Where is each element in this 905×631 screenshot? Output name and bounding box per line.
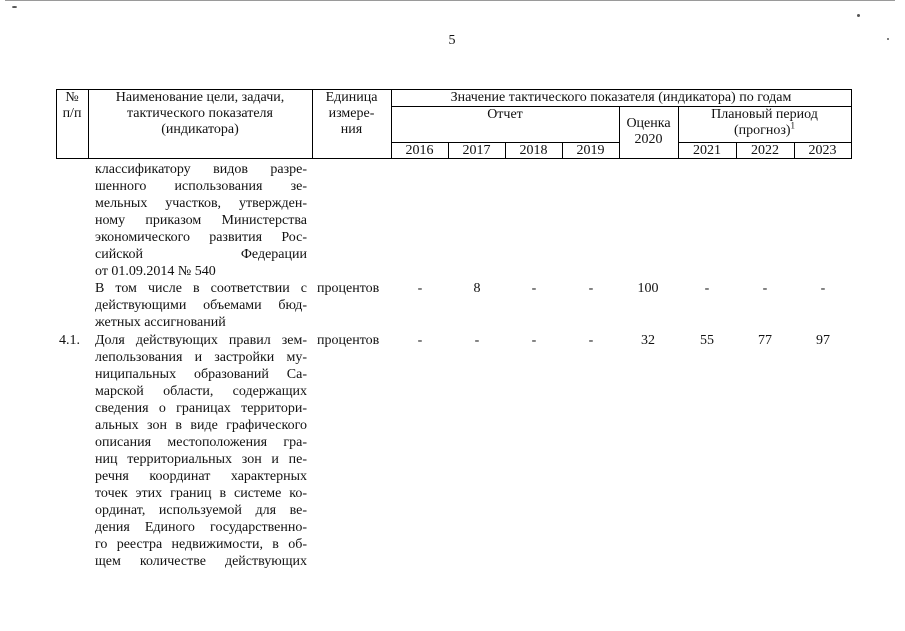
header-estimate-line: Оценка: [626, 116, 671, 131]
row-2-value-2021: -: [704, 281, 710, 296]
header-unit-line: Единица: [325, 90, 378, 105]
text-line: действующими объемами бюд-: [95, 298, 307, 313]
scan-edge-line: [5, 0, 895, 1]
row-3-value-2020: 32: [641, 333, 655, 348]
row-3-number: 4.1.: [59, 333, 80, 348]
header-name-line: Наименование цели, задачи,: [115, 90, 285, 105]
header-name-line: тактического показателя: [127, 106, 273, 121]
header-estimate: [619, 116, 678, 148]
row-2-value-2023: -: [820, 281, 826, 296]
row-3-value-2017: -: [474, 333, 480, 348]
row-3-value-2019: -: [588, 333, 594, 348]
text-line: описания местоположения гра-: [95, 435, 307, 450]
rule: [851, 89, 852, 159]
row-3-unit: процентов: [317, 333, 380, 348]
row-2-value-2020: 100: [637, 281, 659, 296]
header-plan-line: [678, 120, 851, 139]
header-report: Отчет: [487, 107, 523, 122]
header-year-2016: 2016: [405, 143, 434, 158]
footnote-marker: 1: [790, 120, 796, 131]
header-name: [88, 90, 312, 138]
page-number: 5: [448, 33, 456, 48]
header-unit-line: измере-: [328, 106, 375, 121]
header-year-2018: 2018: [519, 143, 548, 158]
text-line: лепользования и застройки му-: [95, 350, 307, 365]
text-line: ному приказом Министерства: [95, 213, 307, 228]
scan-speck: [12, 6, 17, 8]
header-num-line: п/п: [62, 106, 82, 121]
header-plan-line: Плановый период: [711, 107, 818, 122]
row-3-value-2022: 77: [758, 333, 772, 348]
text-line: точек этих границ в системе ко-: [95, 486, 307, 501]
row-2-value-2017: 8: [473, 281, 481, 296]
text-line: мельных участков, утвержден-: [95, 196, 307, 211]
row-3-value-2023: 97: [816, 333, 830, 348]
text-line: жетных ассигнований: [95, 315, 226, 330]
header-num: [56, 90, 88, 122]
row-2-value-2022: -: [762, 281, 768, 296]
text-line: речня координат характерных: [95, 469, 307, 484]
row-2-value-2019: -: [588, 281, 594, 296]
text-line: Доля действующих правил зем-: [95, 333, 307, 348]
header-name-line: (индикатора): [161, 122, 239, 137]
text-line: от 01.09.2014 № 540: [95, 264, 216, 279]
text-line: ниц территориальных зон и пе-: [95, 452, 307, 467]
text-line: шенного использования зе-: [95, 179, 307, 194]
text-line: ниципальных образований Са-: [95, 367, 307, 382]
row-3-value-2016: -: [417, 333, 423, 348]
header-plan-forecast: (прогноз): [733, 123, 791, 138]
header-year-2017: 2017: [462, 143, 491, 158]
text-line: В том числе в соответствии с: [95, 281, 307, 296]
row-2-value-2016: -: [417, 281, 423, 296]
header-num-line: №: [65, 90, 79, 105]
header-year-2023: 2023: [808, 143, 837, 158]
scan-speck: [887, 38, 889, 40]
text-line: го реестра недвижимости, в об-: [95, 537, 307, 552]
scan-speck: [857, 14, 860, 17]
row-2-value-2018: -: [531, 281, 537, 296]
header-plan: [678, 107, 851, 139]
text-line: экономического развития Рос-: [95, 230, 307, 245]
row-2-name: [95, 280, 307, 331]
text-line: ординат, используемой для ве-: [95, 503, 307, 518]
header-unit: [312, 90, 391, 138]
header-year-2021: 2021: [693, 143, 721, 158]
header-unit-line: ния: [340, 122, 363, 137]
text-line: марской области, содержащих: [95, 384, 307, 399]
row-3-value-2018: -: [531, 333, 537, 348]
text-line: альных зон в виде графического: [95, 418, 307, 433]
row-2-unit: процентов: [317, 281, 380, 296]
header-year-2022: 2022: [751, 143, 779, 158]
text-line: сийской Федерации: [95, 247, 307, 262]
row-1-name: [95, 161, 307, 280]
header-year-2019: 2019: [576, 143, 605, 158]
text-line: сведения о границах территори-: [95, 401, 307, 416]
row-3-value-2021: 55: [700, 333, 714, 348]
text-line: классификатору видов разре-: [95, 162, 307, 177]
header-values-group: Значение тактического показателя (индикатора) по годам: [450, 90, 792, 105]
row-3-name: [95, 332, 307, 570]
header-estimate-line: 2020: [634, 132, 663, 147]
text-line: щем количестве действующих: [95, 554, 307, 569]
text-line: дения Единого государственно-: [95, 520, 307, 535]
